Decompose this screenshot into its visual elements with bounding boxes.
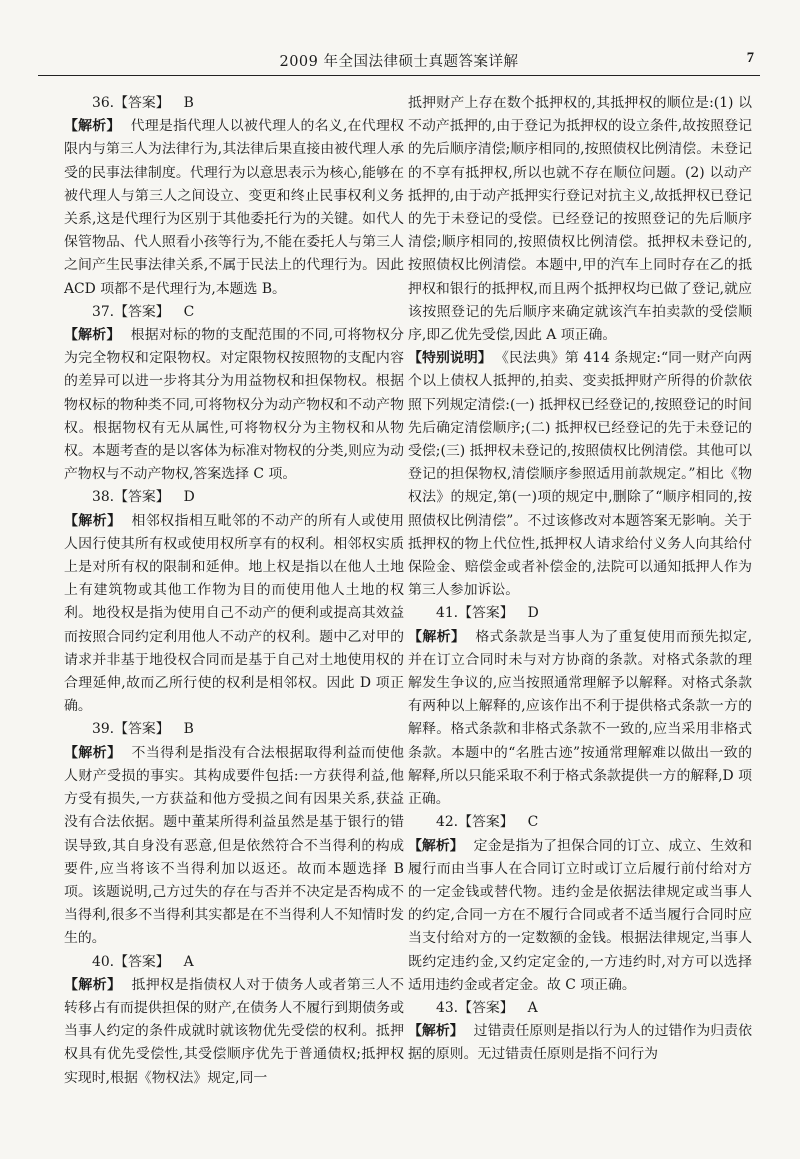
explanation-label: 【解析】 bbox=[64, 327, 121, 344]
answer-label: 【答案】 bbox=[114, 953, 170, 970]
explanation-paragraph bbox=[408, 835, 752, 997]
explanation-label: 【解析】 bbox=[64, 976, 122, 993]
explanation-label: 【解析】 bbox=[408, 628, 466, 645]
continued-paragraph: 抵押财产上存在数个抵押权的,其抵押权的顺位是:(1) 以不动产抵押的,由于登记为抵押权的设立条件,故按照登记的先后顺序清偿;顺序相同的,按照债权比例清偿。未登记的不享有抵押权,所以也就不存在顺位问题。(2) 以动产抵押的,由于动产抵押实行登记对抗主义,故抵押权已登记的先于未登记的受偿。已经登记的按照登记的先后顺序清偿;顺序相同的,按照债权比例清偿。抵押权未登记的,按照债权比例清偿。本题中,甲的汽车上同时存在乙的抵押权和银行的抵押权,而且两个抵押权均已做了登记,就应该按照登记的先后顺序来确定就该汽车拍卖款的受偿顺序,即乙优先受偿,因此 A 项正确。 bbox=[408, 95, 752, 344]
explanation-label: 【解析】 bbox=[408, 837, 464, 854]
question-answer-line bbox=[64, 301, 404, 324]
question-number: 41. bbox=[436, 605, 459, 622]
question-answer-line bbox=[64, 951, 404, 974]
page-number: 7 bbox=[746, 50, 754, 66]
explanation-text: 代理是指代理人以被代理人的名义,在代理权限内与第三人为法律行为,其法律后果直接由被代理人承受的民事法律制度。代理行为以意思表示为核心,能够在被代理人与第三人之间设立、变更和终止民事权利义务关系,这是代理行为区别于其他委托行为的关键。如代人保管物品、代人照看小孩等行为,不能在委托人与第三人之间产生民事法律关系,不属于民法上的代理行为。因此 ACD 项都不是代理行为,本题选 B。 bbox=[64, 118, 404, 297]
explanation-paragraph bbox=[408, 347, 752, 602]
explanation-text: 《民法典》第 414 条规定:“同一财产向两个以上债权人抵押的,拍卖、变卖抵押财产所得的价款依照下列规定清偿:(一) 抵押权已经登记的,按照登记的时间先后确定清偿顺序;(二) 抵押权已经登记的先于未登记的受偿;(三) 抵押权未登记的,按照债权比例清偿。其他可以登记的担保物权,清偿顺序参照适用前款规定。”相比《物权法》的规定,第(一)项的规定中,删除了“顺序相同的,按照债权比例清偿”。不过该修改对本题答案无影响。关于抵押权的物上代位性,抵押权人请求给付义务人向其给付保险金、赔偿金或者补偿金的,法院可以通知抵押人作为第三人参加诉讼。 bbox=[408, 350, 752, 599]
explanation-label: 【解析】 bbox=[64, 744, 122, 761]
explanation-label: 【解析】 bbox=[64, 512, 122, 529]
question-number: 42. bbox=[436, 814, 459, 831]
answer-letter: A bbox=[527, 999, 538, 1016]
question-answer-line bbox=[64, 718, 404, 741]
question-number: 40. bbox=[92, 953, 115, 970]
explanation-paragraph bbox=[408, 1020, 752, 1066]
explanation-label: 【解析】 bbox=[64, 118, 121, 135]
question-number: 36. bbox=[92, 95, 115, 111]
question-number: 38. bbox=[92, 489, 115, 506]
explanation-text: 相邻权指相互毗邻的不动产的所有人或使用人因行使其所有权或使用权所享有的权利。相邻权实质上是对所有权的限制和延伸。地上权是指以在他人土地上有建筑物或其他工作物为目的而使用他人土地的权利。地役权是指为使用自己不动产的便利或提高其效益而按照合同约定利用他人不动产的权利。题中乙对甲的请求并非基于地役权合同而是基于自己对土地使用权的合理延伸,故而乙所行使的权利是相邻权。因此 D 项正确。 bbox=[64, 512, 404, 715]
explanation-paragraph bbox=[408, 626, 752, 812]
explanation-text: 过错责任原则是指以行为人的过错作为归责依据的原则。无过错责任原则是指不问行为 bbox=[408, 1023, 752, 1063]
answer-label: 【答案】 bbox=[114, 303, 170, 320]
answer-label: 【答案】 bbox=[458, 999, 514, 1016]
explanation-text: 格式条款是当事人为了重复使用而预先拟定,并在订立合同时未与对方协商的条款。对格式条款的理解发生争议的,应当按照通常理解予以解释。对格式条款有两种以上解释的,应该作出不利于提供格式条款一方的解释。格式条款和非格式条款不一致的,应当采用非格式条款。本题中的“名胜古迹”按通常理解难以做出一致的解释,所以只能采取不利于格式条款提供一方的解释,D 项正确。 bbox=[408, 628, 752, 808]
question-answer-line bbox=[64, 92, 404, 115]
explanation-label: 【特别说明】 bbox=[408, 350, 492, 367]
explanation-text: 不当得利是指没有合法根据取得利益而使他人财产受损的事实。其构成要件包括:一方获得利益,他方受有损失,一方获益和他方受损之间有因果关系,获益没有合法依据。题中董某所得利益虽然是基于银行的错误导致,其自身没有恶意,但是依然符合不当得利的构成要件,应当将该不当得利加以返还。故而本题选择 B 项。该题说明,己方过失的存在与否并不决定是否构成不当得利,很多不当得利其实都是在不当得利人不知情时发生的。 bbox=[64, 744, 404, 947]
answer-letter: D bbox=[183, 489, 195, 506]
question-answer-line bbox=[408, 602, 752, 625]
answer-label: 【答案】 bbox=[114, 95, 170, 111]
answer-letter: A bbox=[183, 953, 194, 970]
question-number: 43. bbox=[436, 999, 459, 1016]
answer-letter: D bbox=[527, 605, 539, 622]
explanation-paragraph bbox=[64, 742, 404, 951]
right-column bbox=[408, 92, 752, 1067]
explanation-text: 根据对标的物的支配范围的不同,可将物权分为完全物权和定限物权。对定限物权按照物的支配内容的差异可以进一步将其分为用益物权和担保物权。根据物权标的物种类不同,可将物权分为动产物权和不动产物权。根据物权有无从属性,可将物权分为主物权和从物权。本题考查的是以客体为标准对物权的分类,则应为动产物权与不动产物权,答案选择 C 项。 bbox=[64, 327, 404, 483]
explanation-paragraph bbox=[64, 115, 404, 301]
answer-letter: B bbox=[183, 721, 194, 738]
explanation-label: 【解析】 bbox=[408, 1023, 464, 1040]
answer-label: 【答案】 bbox=[114, 489, 170, 506]
answer-label: 【答案】 bbox=[458, 814, 514, 831]
explanation-paragraph bbox=[64, 324, 404, 486]
left-column bbox=[64, 92, 404, 1090]
explanation-paragraph bbox=[64, 974, 404, 1090]
header-title: 2009 年全国法律硕士真题答案详解 bbox=[279, 54, 519, 70]
answer-label: 【答案】 bbox=[114, 721, 170, 738]
explanation-text: 定金是指为了担保合同的订立、成立、生效和履行而由当事人在合同订立时或订立后履行前付给对方的一定金钱或替代物。违约金是依据法律规定或当事人的约定,合同一方在不履行合同或者不适当履行合同时应当支付给对方的一定数额的金钱。根据法律规定,当事人既约定违约金,又约定定金的,一方违约时,对方可以选择适用违约金或者定金。故 C 项正确。 bbox=[408, 837, 752, 993]
question-answer-line bbox=[64, 486, 404, 509]
explanation-text: 抵押权是指债权人对于债务人或者第三人不转移占有而提供担保的财产,在债务人不履行到期债务或当事人约定的条件成就时就该物优先受偿的权利。抵押权具有优先受偿性,其受偿顺序优先于普通债权;抵押权实现时,根据《物权法》规定,同一 bbox=[64, 976, 404, 1086]
answer-letter: B bbox=[183, 95, 194, 111]
header-divider bbox=[38, 75, 760, 76]
explanation-paragraph bbox=[64, 510, 404, 719]
question-number: 37. bbox=[92, 303, 115, 320]
answer-letter: C bbox=[527, 814, 539, 831]
answer-label: 【答案】 bbox=[458, 605, 514, 622]
question-answer-line bbox=[408, 997, 752, 1020]
page-header bbox=[38, 46, 760, 76]
question-number: 39. bbox=[92, 721, 115, 738]
answer-letter: C bbox=[183, 303, 195, 320]
question-answer-line bbox=[408, 811, 752, 834]
